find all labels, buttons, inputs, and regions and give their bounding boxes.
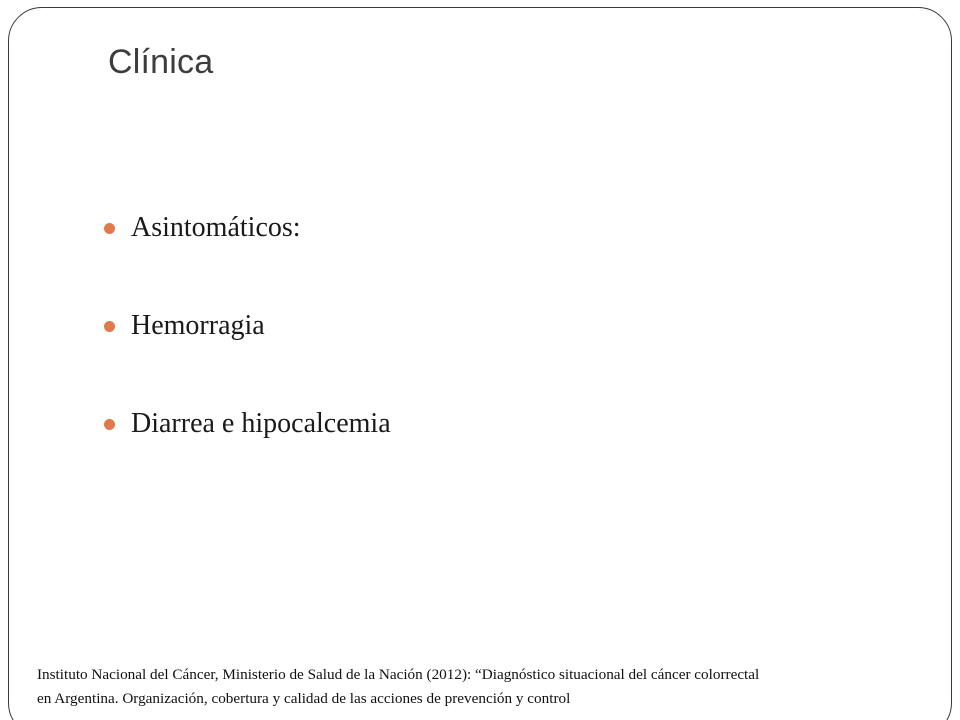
bullet-list [104,206,391,500]
bullet-dot-icon [104,321,115,332]
citation-footnote [37,663,953,711]
citation-line-2: en Argentina. Organización, cobertura y calidad de las acciones de prevención y control [37,690,571,707]
bullet-dot-icon [104,223,115,234]
bullet-item-hemorragia [104,304,391,348]
bullet-label: Hemorragia [131,310,265,341]
slide-title: Clínica [108,43,214,81]
citation-line-1: Instituto Nacional del Cáncer, Ministerio de Salud de la Nación (2012): “Diagnóstico situacional del cáncer colorrectal [37,666,760,683]
bullet-dot-icon [104,419,115,430]
bullet-label: Diarrea e hipocalcemia [131,408,391,439]
bullet-item-diarrea [104,402,391,446]
bullet-label: Asintomáticos: [131,212,301,243]
bullet-item-asintomaticos [104,206,391,250]
